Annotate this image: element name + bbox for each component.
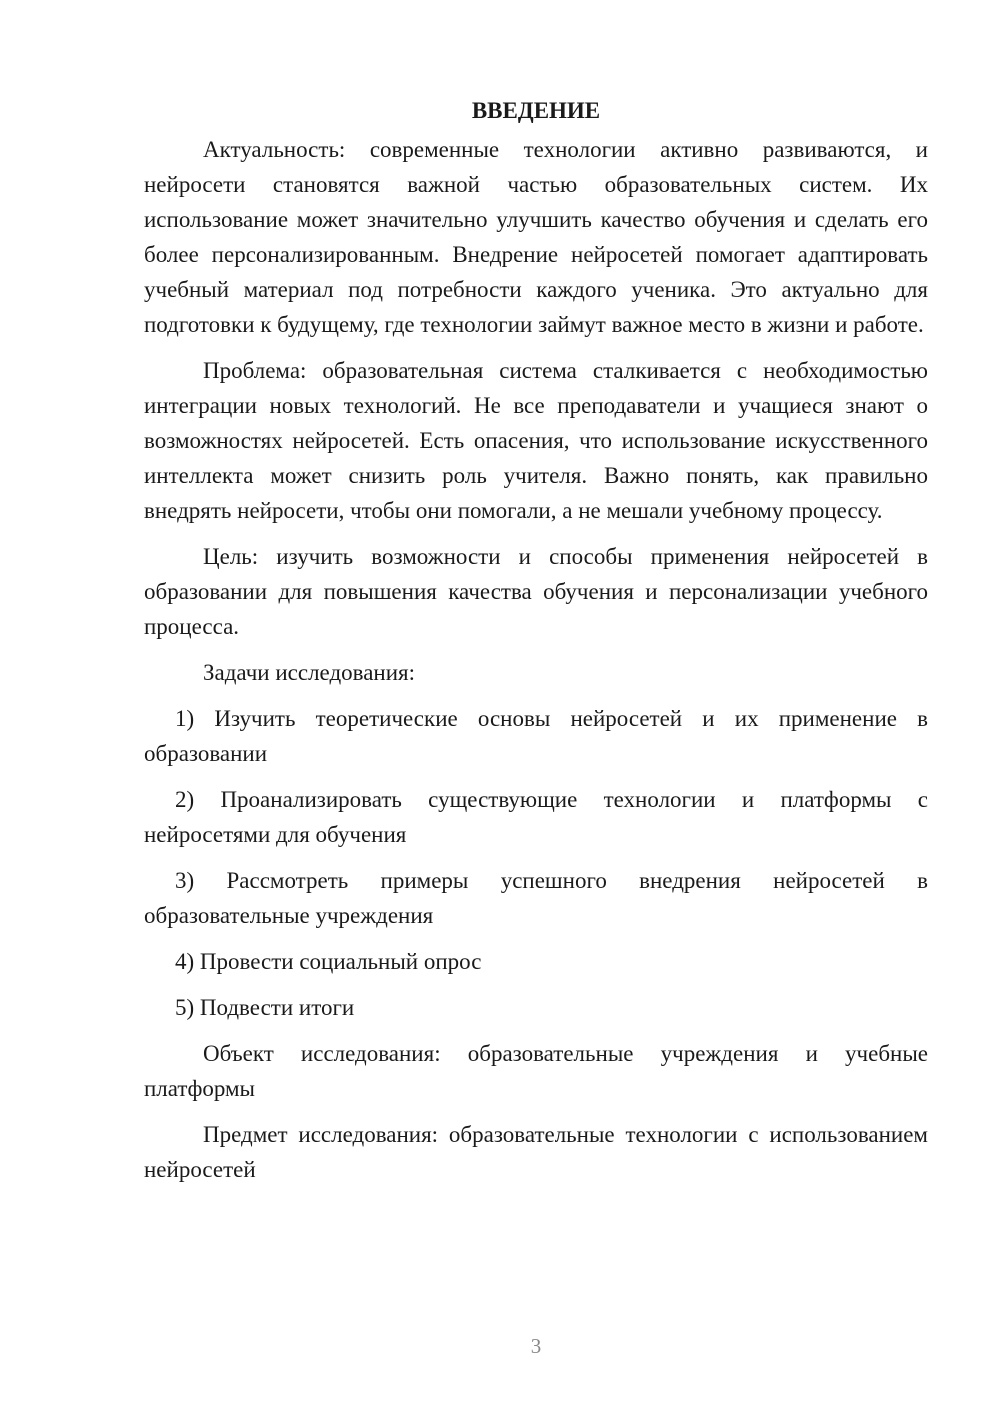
subject-paragraph: Предмет исследования: образовательные технологии с использованием нейросетей [144,1122,928,1182]
task-item-4: 4) Провести социальный опрос [175,949,482,974]
task-item-3: 3) Рассмотреть примеры успешного внедрения нейросетей в образовательные учреждения [144,868,928,928]
problem-paragraph: Проблема: образовательная система сталкивается с необходимостью интеграции новых технологий. Не все преподаватели и учащиеся знают о возможностях нейросетей. Есть опасения, что использование искусственного интеллекта может снизить роль учителя. Важно понять, как правильно внедрять нейросети, чтобы они помогали, а не мешали учебному процессу. [144,358,928,523]
goal-paragraph: Цель: изучить возможности и способы применения нейросетей в образовании для повышения качества обучения и персонализации учебного процесса. [144,544,928,639]
task-item-2: 2) Проанализировать существующие технологии и платформы с нейросетями для обучения [144,787,928,847]
page-number: 3 [530,1334,542,1358]
object-paragraph: Объект исследования: образовательные учреждения и учебные платформы [144,1041,928,1101]
tasks-title: Задачи исследования: [203,660,416,685]
page-content [144,93,928,1198]
tasks-list [144,701,928,1025]
task-item-1: 1) Изучить теоретические основы нейросетей и их применение в образовании [144,706,928,766]
relevance-paragraph: Актуальность: современные технологии активно развиваются, и нейросети становятся важной частью образовательных систем. Их использование может значительно улучшить качество обучения и сделать его более персонализированным. Внедрение нейросетей помогает адаптировать учебный материал под потребности каждого ученика. Это актуально для подготовки к будущему, где технологии займут важное место в жизни и работе. [144,137,928,337]
section-heading: ВВЕДЕНИЕ [471,98,601,123]
task-item-5: 5) Подвести итоги [175,995,355,1020]
